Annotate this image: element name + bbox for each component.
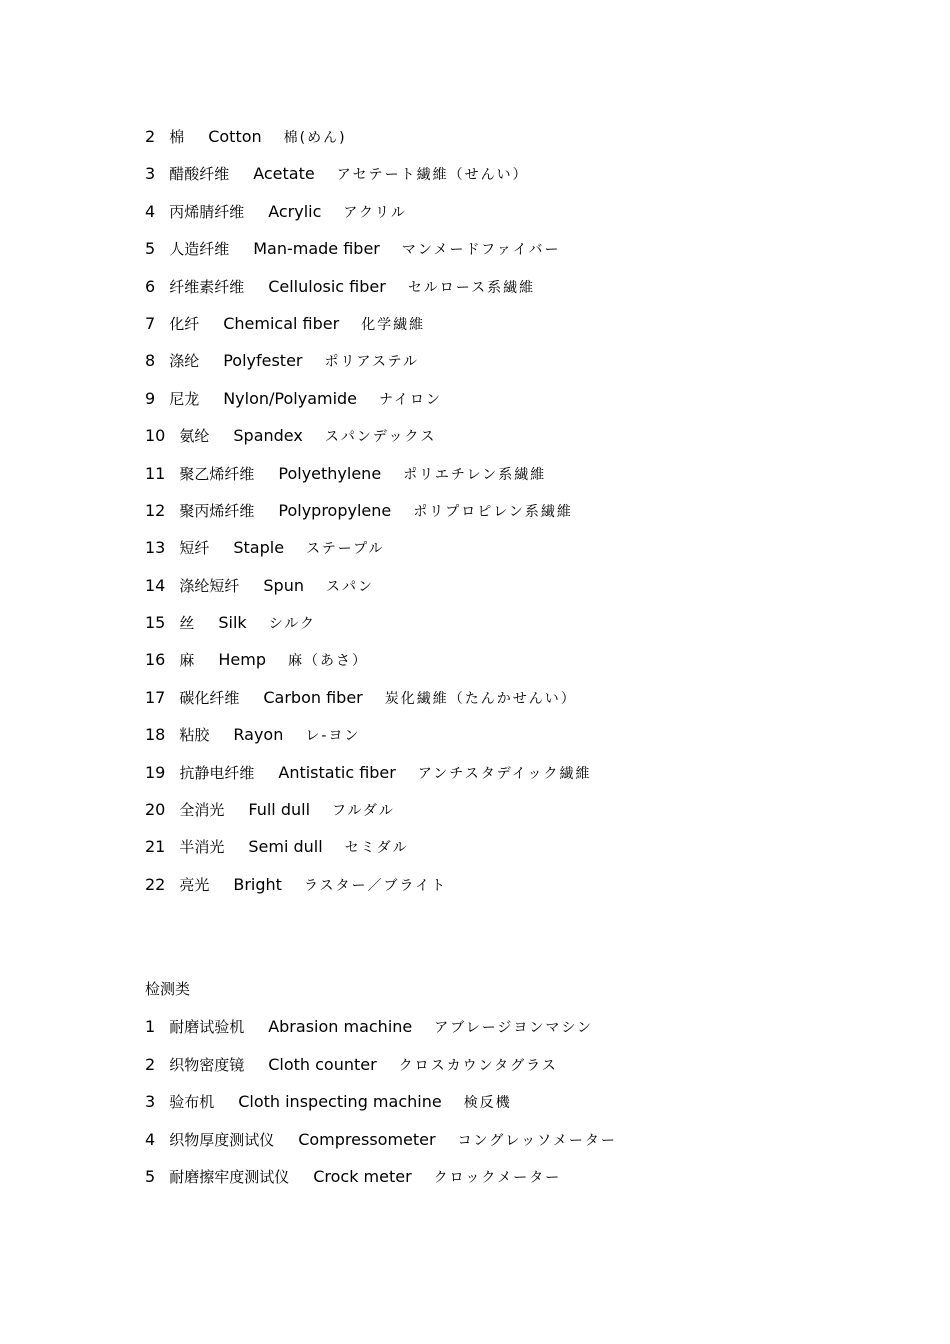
term-row bbox=[145, 529, 905, 566]
term-row bbox=[145, 828, 905, 865]
term-english: Spun bbox=[263, 575, 304, 595]
term-row bbox=[145, 455, 905, 492]
term-english: Hemp bbox=[218, 650, 266, 670]
term-row bbox=[145, 754, 905, 791]
term-row bbox=[145, 1121, 905, 1158]
term-row bbox=[145, 1046, 905, 1083]
term-row bbox=[145, 230, 905, 267]
term-row bbox=[145, 1008, 905, 1045]
term-number: 6 bbox=[145, 276, 156, 296]
term-english: Cloth inspecting machine bbox=[238, 1092, 442, 1112]
term-number: 5 bbox=[145, 239, 156, 259]
term-number: 2 bbox=[145, 1054, 156, 1074]
term-english: Polyethylene bbox=[278, 463, 382, 483]
term-japanese: アクリル bbox=[343, 204, 407, 221]
term-english: Staple bbox=[233, 538, 285, 558]
term-chinese: 耐磨试验机 bbox=[169, 1018, 245, 1037]
term-number: 20 bbox=[145, 800, 166, 820]
term-number: 2 bbox=[145, 127, 156, 146]
term-chinese: 尼龙 bbox=[169, 389, 200, 408]
term-row bbox=[145, 417, 905, 454]
term-number: 22 bbox=[145, 874, 166, 894]
term-chinese: 亮光 bbox=[179, 875, 210, 894]
term-number: 18 bbox=[145, 725, 166, 745]
term-row bbox=[145, 1083, 905, 1120]
term-japanese: ラスター／ブライト bbox=[303, 877, 448, 894]
term-japanese: クロスカウンタグラス bbox=[398, 1057, 558, 1074]
term-row bbox=[145, 604, 905, 641]
testing-terms-list bbox=[145, 1008, 905, 1195]
term-chinese: 涤纶 bbox=[169, 352, 200, 371]
term-chinese: 短纤 bbox=[179, 539, 210, 558]
term-number: 1 bbox=[145, 1017, 156, 1037]
term-chinese: 棉 bbox=[169, 128, 185, 146]
term-number: 13 bbox=[145, 538, 166, 558]
term-number: 19 bbox=[145, 762, 166, 782]
term-japanese: クロックメーター bbox=[433, 1169, 562, 1186]
testing-terms-section bbox=[145, 971, 905, 1195]
term-chinese: 粘胶 bbox=[179, 726, 210, 745]
term-japanese: ポリプロピレン系繊維 bbox=[413, 503, 573, 520]
term-japanese: アンチスタデイック繊維 bbox=[417, 765, 592, 782]
term-english: Cotton bbox=[208, 127, 262, 146]
term-number: 3 bbox=[145, 1092, 156, 1112]
term-japanese: ポリアステル bbox=[324, 354, 419, 371]
term-japanese: シルク bbox=[268, 616, 317, 633]
term-chinese: 醋酸纤维 bbox=[169, 165, 230, 184]
term-row bbox=[145, 791, 905, 828]
term-number: 5 bbox=[145, 1166, 156, 1186]
term-japanese: セミダル bbox=[344, 840, 409, 857]
term-row bbox=[145, 268, 905, 305]
term-number: 12 bbox=[145, 500, 166, 520]
term-row bbox=[145, 118, 905, 155]
term-chinese: 验布机 bbox=[169, 1093, 215, 1112]
term-number: 21 bbox=[145, 837, 166, 857]
term-japanese: 麻（あさ） bbox=[288, 653, 368, 670]
term-row bbox=[145, 567, 905, 604]
term-japanese: 検反機 bbox=[463, 1095, 512, 1112]
term-japanese: スパン bbox=[325, 578, 374, 595]
term-chinese: 聚丙烯纤维 bbox=[179, 501, 255, 520]
term-japanese: ナイロン bbox=[379, 391, 443, 408]
term-english: Crock meter bbox=[313, 1166, 412, 1186]
term-chinese: 半消光 bbox=[179, 838, 225, 857]
term-japanese: マンメードファイバー bbox=[401, 242, 561, 259]
fiber-terms-list bbox=[145, 118, 905, 903]
term-english: Chemical fiber bbox=[223, 313, 340, 333]
term-chinese: 织物密度镜 bbox=[169, 1055, 245, 1074]
term-japanese: アセテート繊維（せんい） bbox=[336, 167, 529, 184]
term-row bbox=[145, 679, 905, 716]
term-chinese: 耐磨擦牢度测试仪 bbox=[169, 1167, 290, 1186]
term-row bbox=[145, 155, 905, 192]
term-chinese: 麻 bbox=[179, 651, 195, 670]
term-english: Acrylic bbox=[268, 201, 322, 221]
term-chinese: 织物厚度测试仪 bbox=[169, 1130, 275, 1149]
term-english: Acetate bbox=[253, 164, 315, 184]
term-english: Polypropylene bbox=[278, 500, 392, 520]
term-number: 4 bbox=[145, 201, 156, 221]
term-english: Compressometer bbox=[298, 1129, 436, 1149]
term-number: 16 bbox=[145, 650, 166, 670]
term-japanese: アブレージヨンマシン bbox=[434, 1020, 594, 1037]
term-number: 3 bbox=[145, 164, 156, 184]
term-row bbox=[145, 641, 905, 678]
term-chinese: 人造纤维 bbox=[169, 240, 230, 259]
term-chinese: 化纤 bbox=[169, 314, 200, 333]
term-chinese: 纤维素纤维 bbox=[169, 277, 245, 296]
term-english: Cloth counter bbox=[268, 1054, 377, 1074]
term-english: Abrasion machine bbox=[268, 1017, 413, 1037]
term-chinese: 碳化纤维 bbox=[179, 688, 240, 707]
term-chinese: 丝 bbox=[179, 614, 195, 633]
term-row bbox=[145, 342, 905, 379]
term-english: Nylon/Polyamide bbox=[223, 388, 358, 408]
term-japanese: フルダル bbox=[332, 803, 395, 820]
term-japanese: 炭化繊維（たんかせんい） bbox=[384, 690, 577, 707]
term-chinese: 抗静电纤维 bbox=[179, 763, 255, 782]
term-number: 4 bbox=[145, 1129, 156, 1149]
term-row bbox=[145, 1158, 905, 1195]
term-japanese: スパンデックス bbox=[324, 429, 437, 446]
term-english: Cellulosic fiber bbox=[268, 276, 386, 296]
term-row bbox=[145, 492, 905, 529]
term-english: Carbon fiber bbox=[263, 687, 363, 707]
term-english: Silk bbox=[218, 613, 247, 633]
term-chinese: 聚乙烯纤维 bbox=[179, 464, 255, 483]
term-chinese: 全消光 bbox=[179, 801, 225, 820]
term-row bbox=[145, 305, 905, 342]
term-english: Full dull bbox=[248, 800, 311, 820]
term-english: Man-made fiber bbox=[253, 239, 380, 259]
term-number: 7 bbox=[145, 313, 156, 333]
term-english: Rayon bbox=[233, 725, 284, 745]
term-chinese: 丙烯腈纤维 bbox=[169, 202, 245, 221]
term-english: Spandex bbox=[233, 426, 303, 446]
term-japanese: コングレッソメーター bbox=[457, 1132, 617, 1149]
term-english: Antistatic fiber bbox=[278, 762, 396, 782]
term-japanese: ステープル bbox=[306, 541, 385, 558]
term-row bbox=[145, 193, 905, 230]
term-chinese: 氨纶 bbox=[179, 427, 210, 446]
term-chinese: 涤纶短纤 bbox=[179, 576, 240, 595]
term-english: Polyfester bbox=[223, 351, 303, 371]
term-number: 10 bbox=[145, 426, 166, 446]
term-japanese: ポリエチレン系繊維 bbox=[403, 466, 547, 483]
term-number: 15 bbox=[145, 613, 166, 633]
term-number: 11 bbox=[145, 463, 166, 483]
term-number: 9 bbox=[145, 388, 156, 408]
term-number: 14 bbox=[145, 575, 166, 595]
term-row bbox=[145, 380, 905, 417]
term-japanese: 化学繊維 bbox=[361, 316, 426, 333]
term-row bbox=[145, 716, 905, 753]
term-number: 8 bbox=[145, 351, 156, 371]
term-japanese: セルロース系繊維 bbox=[407, 279, 536, 296]
term-row bbox=[145, 866, 905, 903]
term-japanese: 棉(めん) bbox=[283, 130, 347, 146]
section-heading: 检测类 bbox=[145, 980, 191, 998]
term-english: Bright bbox=[233, 874, 282, 894]
term-number: 17 bbox=[145, 687, 166, 707]
term-english: Semi dull bbox=[248, 837, 323, 857]
term-japanese: レ-ヨン bbox=[305, 728, 361, 745]
